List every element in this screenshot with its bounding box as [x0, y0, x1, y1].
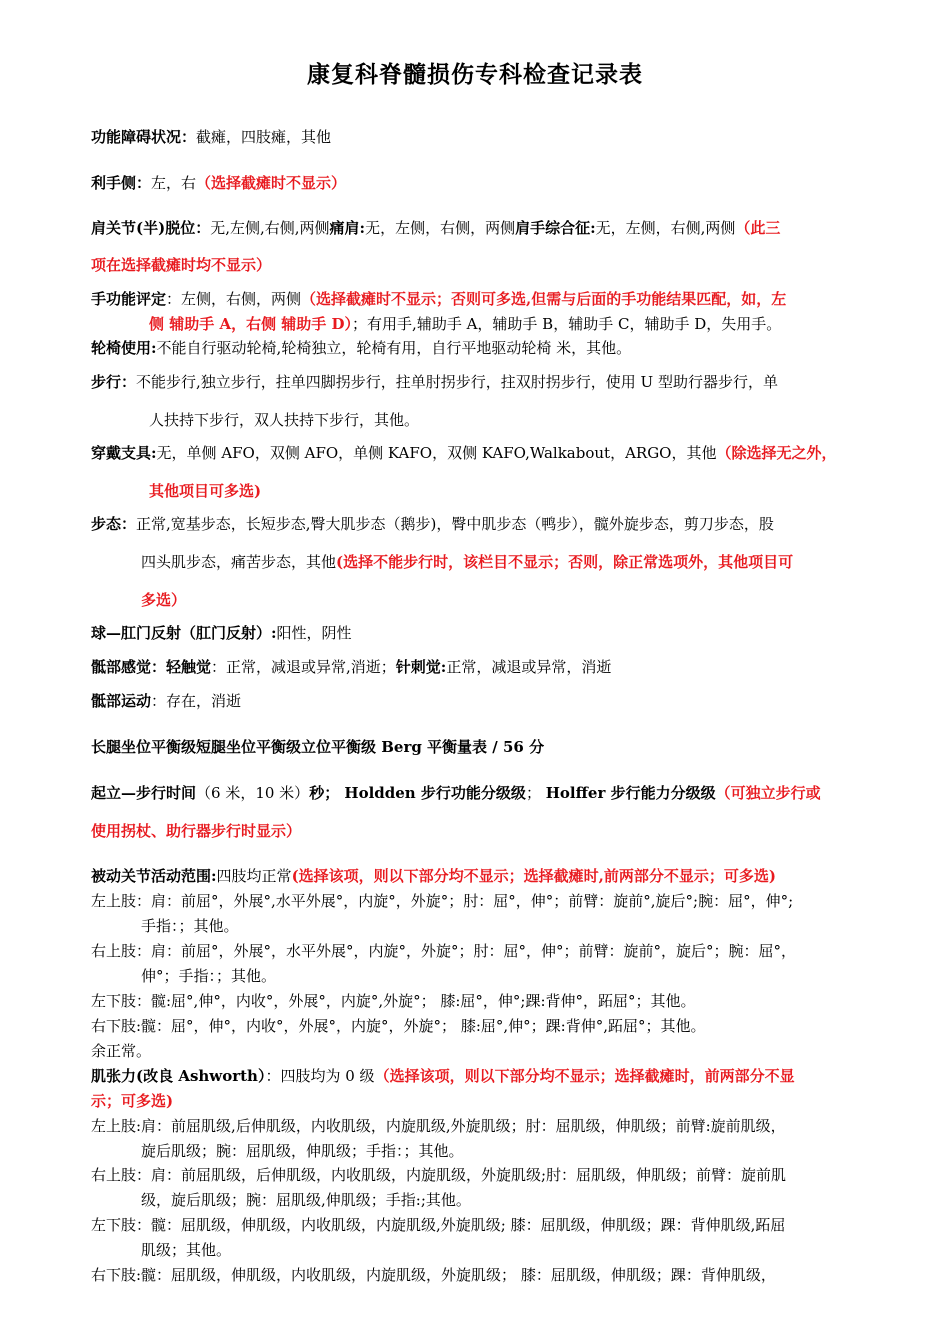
field-options: ； [525, 784, 546, 802]
field-options: 级，旋后肌级；腕：屈肌级,伸肌级；手指:;其他。 [141, 1191, 471, 1209]
note-text: 示；可多选) [91, 1092, 174, 1110]
note-text: （选择截瘫时不显示；否则可多选,但需与后面的手功能结果匹配，如，左 [301, 290, 787, 308]
text-line [91, 444, 837, 462]
field-options: 不能自行驱动轮椅,轮椅独立，轮椅有用，自行平地驱动轮椅 米，其他。 [156, 339, 632, 357]
field-label: 肩手综合征: [515, 219, 596, 237]
field-label: 肌张力(改良 Ashworth） [91, 1067, 266, 1085]
field-options: 右下肢:髋：屈°，伸°，内收°，外展°，内旋°，外旋°； 膝:屈°,伸°；踝:背伸°,跖屈°；其他。 [91, 1017, 706, 1035]
field-options: 截瘫，四肢瘫，其他 [196, 128, 332, 146]
field-label: 秒； Holdden 步行功能分级级 [309, 784, 526, 802]
field-label: 步行： [91, 373, 137, 391]
field-options: ：左侧，右侧，两侧 [166, 290, 302, 308]
field-options: 左下肢：髋:屈°,伸°，内收°，外展°，内旋°,外旋°； 膝:屈°，伸°;踝:背伸°，跖屈°；其他。 [91, 992, 696, 1010]
field-label: 手功能评定 [91, 290, 167, 308]
text-line [91, 219, 780, 237]
field-label: 步态： [91, 515, 137, 533]
field-options: 人扶持下步行，双人扶持下步行，其他。 [149, 411, 420, 429]
text-line [91, 867, 776, 885]
text-line [91, 1166, 786, 1184]
field-options: ；有用手,辅助手 A，辅助手 B，辅助手 C，辅助手 D，失用手。 [352, 315, 782, 333]
field-options: 不能步行,独立步行，拄单四脚拐步行，拄单肘拐步行，拄双肘拐步行，使用 U 型助行器步行，单 [136, 373, 778, 391]
field-options: 无,左侧,右侧,两侧 [210, 219, 330, 237]
field-options: 无，单侧 AFO，双侧 AFO，单侧 KAFO，双侧 KAFO,Walkabout，ARGO，其他 [156, 444, 717, 462]
text-line [91, 373, 778, 391]
field-label: 骶部感觉：轻触觉 [91, 658, 212, 676]
field-options: 伸°；手指：；其他。 [141, 967, 277, 985]
field-options: 四头肌步态，痛苦步态，其他 [141, 553, 337, 571]
field-label: 痛肩: [329, 219, 366, 237]
text-line [91, 339, 631, 357]
text-line [141, 553, 793, 571]
field-options: ：存在，消逝 [151, 692, 242, 710]
text-line [91, 822, 301, 840]
field-options: 阳性，阴性 [276, 624, 352, 642]
text-line [141, 967, 276, 985]
document-title: 康复科脊髓损伤专科检查记录表 [307, 62, 643, 88]
text-line [149, 315, 781, 333]
text-line [91, 1266, 776, 1284]
text-line [91, 128, 331, 146]
note-text: （此三 [735, 219, 781, 237]
text-line [141, 917, 239, 935]
field-label: 被动关节活动范围: [91, 867, 217, 885]
field-options: 无，左侧，右侧,两侧 [595, 219, 736, 237]
field-options: ：四肢均为 0 级 [265, 1067, 375, 1085]
text-line [141, 1191, 471, 1209]
text-line [91, 738, 544, 756]
field-label: Holffer 步行能力分级级 [545, 784, 716, 802]
text-line [91, 1067, 795, 1085]
field-options: 正常,宽基步态，长短步态,臀大肌步态（鹅步)，臀中肌步态（鸭步），髋外旋步态，剪刀步态，股 [136, 515, 774, 533]
note-text: 使用拐杖、助行器步行时显示） [91, 822, 302, 840]
note-text: (选择不能步行时，该栏目不显示；否则，除正常选项外，其他项目可 [336, 553, 794, 571]
field-label: 针刺觉: [395, 658, 447, 676]
field-options: 余正常。 [91, 1042, 152, 1060]
field-label: 球—肛门反射（肛门反射）: [91, 624, 277, 642]
field-label: 骶部运动 [91, 692, 152, 710]
field-options: 右上肢：肩：前屈°，外展°，水平外展°，内旋°，外旋°；肘：屈°，伸°；前臂：旋前°，旋后°；腕：屈°， [91, 942, 797, 960]
text-line [91, 942, 796, 960]
field-label: 利手侧： [91, 174, 152, 192]
text-line [91, 892, 793, 910]
field-options: 左上肢：肩：前屈°，外展°,水平外展°，内旋°，外旋°；肘：屈°，伸°；前臂：旋前°,旋后°;腕：屈°，伸°; [91, 892, 794, 910]
text-line [91, 624, 352, 642]
text-line [91, 658, 611, 676]
field-label: 穿戴支具: [91, 444, 157, 462]
text-line [149, 411, 419, 429]
note-text: (选择该项，则以下部分均不显示；选择截瘫时,前两部分不显示；可多选) [291, 867, 776, 885]
field-options: （6 米，10 米） [196, 784, 310, 802]
text-line [149, 482, 261, 500]
field-label: 肩关节(半)脱位： [91, 219, 211, 237]
text-line [91, 784, 821, 802]
field-options: 左下肢：髋：屈肌级，伸肌级，内收肌级，内旋肌级,外旋肌级; 膝：屈肌级，伸肌级；踝：背伸肌级,跖屈 [91, 1216, 786, 1234]
text-line [91, 1017, 705, 1035]
note-text: （选择截瘫时不显示） [196, 174, 347, 192]
note-text: （可独立步行或 [715, 784, 821, 802]
field-label: 轮椅使用: [91, 339, 157, 357]
field-options: 旋后肌级；腕：屈肌级，伸肌级；手指：；其他。 [141, 1142, 464, 1160]
text-line [91, 692, 241, 710]
field-options: 右下肢:髋：屈肌级，伸肌级，内收肌级，内旋肌级，外旋肌级； 膝：屈肌级，伸肌级；踝：背伸肌级， [91, 1266, 776, 1284]
text-line [141, 1241, 231, 1259]
field-options: ：正常，减退或异常,消逝； [211, 658, 396, 676]
text-line [91, 174, 346, 192]
field-label: 起立—步行时间 [91, 784, 197, 802]
note-text: 侧 辅助手 A，右侧 辅助手 D） [149, 315, 353, 333]
text-line [91, 1117, 786, 1135]
field-options: 左上肢:肩：前屈肌级,后伸肌级，内收肌级，内旋肌级,外旋肌级；肘：屈肌级，伸肌级；前臂:旋前肌级， [91, 1117, 786, 1135]
field-label: 长腿坐位平衡级短腿坐位平衡级立位平衡级 Berg 平衡量表 / 56 分 [91, 738, 545, 756]
text-line [141, 1142, 464, 1160]
note-text: （选择该项，则以下部分均不显示；选择截瘫时，前两部分不显 [374, 1067, 795, 1085]
field-options: 右上肢：肩：前屈肌级，后伸肌级，内收肌级，内旋肌级，外旋肌级;肘：屈肌级，伸肌级；前臂：旋前肌 [91, 1166, 787, 1184]
field-options: 肌级；其他。 [141, 1241, 232, 1259]
text-line [91, 1092, 173, 1110]
field-options: 四肢均正常 [216, 867, 292, 885]
text-line [91, 515, 774, 533]
text-line [91, 1042, 151, 1060]
text-line [91, 992, 696, 1010]
note-text: 项在选择截瘫时均不显示） [91, 256, 272, 274]
text-line [141, 591, 186, 609]
text-line [91, 256, 271, 274]
text-line [91, 1216, 785, 1234]
field-options: 左，右 [151, 174, 197, 192]
field-options: 手指：；其他。 [141, 917, 239, 935]
note-text: 多选） [141, 591, 187, 609]
field-options: 正常，减退或异常，消逝 [446, 658, 612, 676]
field-label: 功能障碍状况： [91, 128, 197, 146]
note-text: 其他项目可多选) [149, 482, 262, 500]
text-line [91, 290, 786, 308]
note-text: （除选择无之外， [716, 444, 837, 462]
field-options: 无，左侧，右侧，两侧 [365, 219, 516, 237]
